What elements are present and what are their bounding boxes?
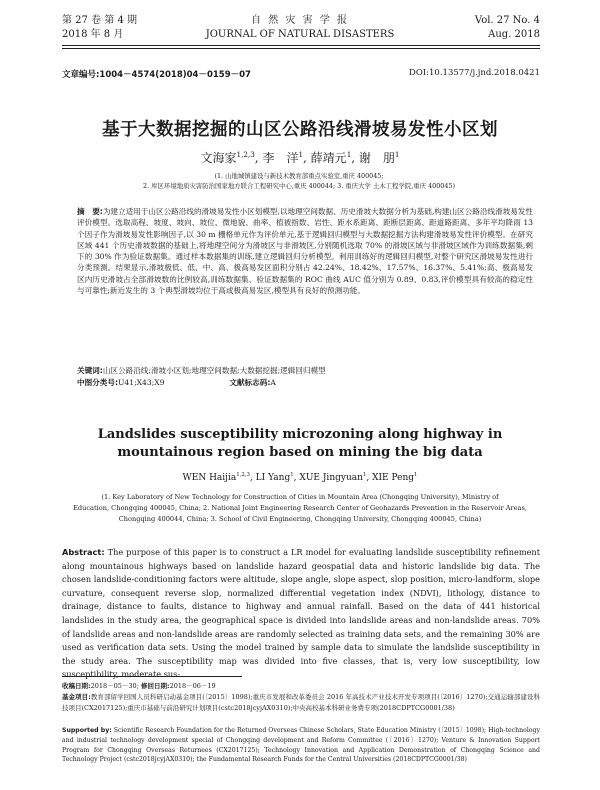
affiliation-en-line1: (1. Key Laboratory of New Technology for Construction of Cities in Mountain Area (Chongqing University), Ministry of	[101, 493, 499, 501]
supported-line	[62, 726, 540, 765]
footnote-rule	[62, 676, 242, 677]
issue-date: 2018 年 8 月	[62, 29, 124, 40]
volume-issue: 第 27 卷 第 4 期	[62, 15, 137, 26]
author-en-4: XIE Peng$^1$	[372, 472, 418, 483]
author-cn-3: 薛靖元$^1$	[310, 150, 352, 165]
fund-text: 教育部留学回国人员科研启动基金项目(〔2015〕1098);重庆市发展和改革委员会 2016 年高技术产业技术开发专项项目(〔2016〕1270);交通运输部建设科技项目(CX2017125);重庆市基础与前沿研究计划项目(cstc2018jcyjAX0310);中央高校基本科研业务费专项(2018CDPTCG0001/38)	[62, 693, 540, 712]
abstract-cn	[77, 206, 533, 296]
received-line	[62, 681, 540, 692]
authors-cn: 文海家$^{1,2,3}$, 李 洋$^1$, 薛靖元$^1$, 谢 朋$^1$	[200, 150, 400, 165]
supported-label: Supported by:	[62, 727, 112, 734]
keywords-cn	[77, 365, 533, 376]
volume-number-en: Vol. 27 No. 4	[474, 15, 540, 26]
title-en: Landslides susceptibility microzoning along highway in mountainous region based on mining the big data	[97, 427, 503, 460]
author-en-1: WEN Haijia$^{1,2,3}$	[182, 472, 250, 483]
supported-text: Scientific Research Foundation for the Returned Overseas Chinese Scholars, State Education Ministry (〔2015〕1098); High-technology and industrial technology development special of Chongqing development and Reform Committee (〔2016〕1270); Venture & Innovation Support Program for Chongqing Overseas Returnees (CX2017125); Technology Innovation and Application Demonstration of Chongqing Science and Technology Project (cstc2018jcyjAX0310); the Fundamental Research Funds for the Central Universities (2018CDPTCG0001/38)	[62, 727, 540, 764]
abstract-en	[62, 546, 540, 682]
article-number: 文章编号:1004－4574(2018)04－0159－07	[62, 70, 251, 80]
header-rule-bottom	[62, 48, 540, 49]
fund-line	[62, 692, 540, 713]
issue-date-en: Aug. 2018	[488, 29, 540, 40]
doc-code-value: A	[270, 378, 276, 387]
received-label: 收稿日期:	[62, 682, 91, 690]
journal-name-en: JOURNAL OF NATURAL DISASTERS	[205, 29, 395, 40]
author-cn-1: 文海家$^{1,2,3}$	[200, 150, 255, 165]
fund-label: 基金项目:	[62, 693, 91, 701]
clc-label: 中图分类号:	[77, 378, 119, 387]
author-cn-4: 谢 朋$^1$	[358, 150, 400, 165]
journal-name-cn: 自 然 灾 害 学 报	[251, 15, 349, 26]
revised-date: 2018－06－19	[169, 682, 216, 690]
abstract-en-text: The purpose of this paper is to construct a LR model for evaluating landslide susceptibility refinement along mountainous highways based on landslide hazard geospatial data and historic landslide big data. The chosen landslide-conditioning factors were altitude, slope angle, slope aspect, slop position, micro-landform, slope curvature, consequent reverse slop, normalized differential vegetation index (NDVI), lithology, distance to drainage, distance to faults, distance to highway and annual rainfall. Based on the data of 441 historical landslides in the study area, the geographical space is divided into landslide areas and non-landslide areas. 70% of landslide areas and non-landslide areas are randomly selected as training data sets, and the remaining 30% are used as verification data sets. Using the model trained by sample data to simulate the landslide susceptibility in the study area. The susceptibility map was divided into five classes, that is, very low susceptibility, low susceptibility, moderate sus-	[62, 547, 540, 680]
received-date: 2018－05－30;	[90, 682, 139, 690]
classification-line	[77, 377, 533, 388]
author-en-2: LI Yang$^1$	[255, 472, 294, 483]
affiliation-cn-line1: (1. 山地城镇建设与新技术教育部重点实验室,重庆 400045;	[214, 172, 384, 180]
affiliation-en-line3: Chongqing 400044, China; 3. School of Civil Engineering, Chongqing University, Chongqing 400045, China)	[118, 515, 482, 523]
abstract-cn-text: 为建立适用于山区公路沿线的滑坡易发性小区划模型,以地理空间数据、历史滑坡大数据分析为基础,构建山区公路沿线滑坡易发性评价模型。选取高程、坡度、坡向、坡位、微地貌、曲率、植被指数、岩性、距水系距离、距断层距离、距道路距离、多年平均降雨 13 个因子作为滑坡易发性影响因子,以 30 m 栅格单元作为评价单元,基于逻辑回归模型与大数据挖掘方法构建滑坡易发性评价模型。在研究区域 441 个历史滑坡数据的基础上,将地理空间分为滑坡区与非滑坡区,分别随机选取 70% 的滑坡区域与非滑坡区域作为训练数据集,剩下的 30% 作为验证数据集。通过样本数据集的训练,建立逻辑回归分析模型。利用训练好的逻辑回归模型,对整个研究区滑坡易发性进行分类预测。结果显示,滑坡极低、低、中、高、极高易发区面积分别占 42.24%、18.42%、17.57%、16.37%、5.41%;高、极高易发区内历史滑坡占全部滑坡数的比例较高,训练数据集、验证数据集的 ROC 曲线 AUC 值分别为 0.89、0.83,评价模型具有较高的稳定性与可靠性;新近发生的 3 个典型滑坡均位于高或极高易发区,模型具有良好的预测功能。	[77, 207, 533, 296]
author-cn-2: 李 洋$^1$	[262, 150, 304, 165]
doi: DOI:10.13577/j.jnd.2018.0421	[409, 68, 540, 78]
keywords-cn-label: 关键词:	[77, 366, 103, 375]
abstract-en-label: Abstract:	[62, 547, 105, 557]
doc-code-label: 文献标志码:	[229, 378, 271, 387]
revised-label: 修回日期:	[140, 682, 170, 690]
abstract-cn-label: 摘 要:	[77, 207, 103, 216]
affiliation-en-line2: Education, Chongqing 400045, China; 2. National Joint Engineering Research Center of Geohazards Prevention in the Reservoir Areas,	[73, 504, 527, 512]
affiliation-cn-line2: 2. 库区环境地质灾害防治国家地方联合工程研究中心,重庆 400044; 3. 重庆大学 土木工程学院,重庆 400045)	[143, 182, 455, 190]
author-en-3: XUE Jingyuan$^1$	[299, 472, 367, 483]
keywords-cn-text: 山区公路沿线;滑坡小区划;地理空间数据;大数据挖掘;逻辑回归模型	[102, 366, 326, 375]
header-rule-top	[62, 45, 540, 46]
affiliation-en	[62, 492, 538, 525]
clc-value: U41;X43;X9	[118, 378, 165, 387]
authors-en: WEN Haijia$^{1,2,3}$, LI Yang$^1$, XUE Jingyuan$^1$, XIE Peng$^1$	[182, 472, 418, 483]
title-cn: 基于大数据挖掘的山区公路沿线滑坡易发性小区划	[102, 120, 498, 140]
